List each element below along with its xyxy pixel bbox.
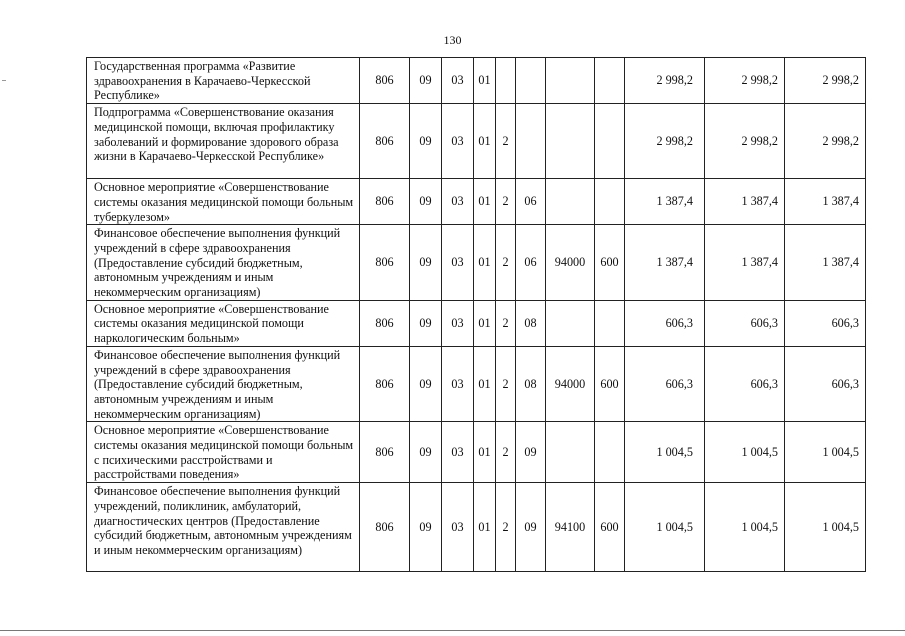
section-code-cell: 09 [410, 483, 442, 572]
row-name-cell: Основное мероприятие «Совершенствование системы оказания медицинской помощи больным с психическими расстройствами и расстройствами поведения» [87, 422, 360, 483]
amount-1-cell: 2 998,2 [625, 104, 705, 179]
amount-3-cell: 2 998,2 [785, 104, 866, 179]
margin-mark [2, 80, 6, 81]
subsection-code-cell: 03 [442, 104, 474, 179]
ministry-code-cell: 806 [360, 346, 410, 422]
section-code-cell: 09 [410, 225, 442, 301]
ministry-code-cell: 806 [360, 58, 410, 104]
table-row [87, 225, 866, 301]
amount-1-cell: 1 004,5 [625, 483, 705, 572]
amount-3-cell: 1 387,4 [785, 225, 866, 301]
amount-2-cell: 606,3 [705, 300, 785, 346]
row-name-cell: Основное мероприятие «Совершенствование системы оказания медицинской помощи наркологическим больным» [87, 300, 360, 346]
ministry-code-cell: 806 [360, 225, 410, 301]
program-code-cell: 01 [474, 300, 496, 346]
subprogram-code-cell: 2 [496, 104, 516, 179]
amount-1-cell: 1 387,4 [625, 225, 705, 301]
table-row [87, 104, 866, 179]
activity-code-cell: 09 [516, 483, 546, 572]
ministry-code-cell: 806 [360, 104, 410, 179]
direction-code-cell: 94000 [546, 346, 595, 422]
direction-code-cell [546, 422, 595, 483]
amount-1-cell: 2 998,2 [625, 58, 705, 104]
subprogram-code-cell [496, 58, 516, 104]
activity-code-cell [516, 58, 546, 104]
amount-2-cell: 1 387,4 [705, 179, 785, 225]
amount-3-cell: 1 004,5 [785, 483, 866, 572]
section-code-cell: 09 [410, 104, 442, 179]
subsection-code-cell: 03 [442, 346, 474, 422]
amount-2-cell: 1 387,4 [705, 225, 785, 301]
amount-2-cell: 606,3 [705, 346, 785, 422]
section-code-cell: 09 [410, 346, 442, 422]
amount-2-cell: 1 004,5 [705, 483, 785, 572]
amount-1-cell: 1 387,4 [625, 179, 705, 225]
amount-3-cell: 606,3 [785, 346, 866, 422]
table-row [87, 483, 866, 572]
activity-code-cell: 06 [516, 179, 546, 225]
ministry-code-cell: 806 [360, 483, 410, 572]
ministry-code-cell: 806 [360, 179, 410, 225]
table-row [87, 300, 866, 346]
subprogram-code-cell: 2 [496, 300, 516, 346]
table-body [87, 58, 866, 572]
direction-code-cell [546, 300, 595, 346]
ministry-code-cell: 806 [360, 422, 410, 483]
program-code-cell: 01 [474, 58, 496, 104]
subsection-code-cell: 03 [442, 179, 474, 225]
direction-code-cell: 94000 [546, 225, 595, 301]
activity-code-cell: 06 [516, 225, 546, 301]
subprogram-code-cell: 2 [496, 422, 516, 483]
page-bottom-edge [0, 630, 905, 631]
expense-type-cell [595, 300, 625, 346]
expense-type-cell: 600 [595, 225, 625, 301]
section-code-cell: 09 [410, 179, 442, 225]
expense-type-cell: 600 [595, 346, 625, 422]
page-number: 130 [443, 33, 462, 47]
direction-code-cell [546, 104, 595, 179]
amount-3-cell: 606,3 [785, 300, 866, 346]
section-code-cell: 09 [410, 58, 442, 104]
amount-3-cell: 2 998,2 [785, 58, 866, 104]
row-name-cell: Финансовое обеспечение выполнения функций учреждений, поликлиник, амбулаторий, диагностических центров (Предоставление субсидий бюджетным, автономным учреждениям и иным некоммерческим организациям) [87, 483, 360, 572]
row-name-cell: Финансовое обеспечение выполнения функций учреждений в сфере здравоохранения (Предоставление субсидий бюджетным, автономным учреждениям и иным некоммерческим организациям) [87, 225, 360, 301]
program-code-cell: 01 [474, 483, 496, 572]
subprogram-code-cell: 2 [496, 179, 516, 225]
subsection-code-cell: 03 [442, 483, 474, 572]
subprogram-code-cell: 2 [496, 225, 516, 301]
direction-code-cell [546, 58, 595, 104]
activity-code-cell: 08 [516, 346, 546, 422]
direction-code-cell: 94100 [546, 483, 595, 572]
subsection-code-cell: 03 [442, 422, 474, 483]
subprogram-code-cell: 2 [496, 346, 516, 422]
program-code-cell: 01 [474, 225, 496, 301]
activity-code-cell [516, 104, 546, 179]
direction-code-cell [546, 179, 595, 225]
ministry-code-cell: 806 [360, 300, 410, 346]
table-row [87, 346, 866, 422]
section-code-cell: 09 [410, 300, 442, 346]
table-row [87, 58, 866, 104]
subprogram-code-cell: 2 [496, 483, 516, 572]
table-row [87, 179, 866, 225]
activity-code-cell: 09 [516, 422, 546, 483]
expense-type-cell: 600 [595, 483, 625, 572]
amount-1-cell: 1 004,5 [625, 422, 705, 483]
amount-3-cell: 1 004,5 [785, 422, 866, 483]
amount-3-cell: 1 387,4 [785, 179, 866, 225]
expense-type-cell [595, 179, 625, 225]
row-name-cell: Финансовое обеспечение выполнения функций учреждений в сфере здравоохранения (Предоставление субсидий бюджетным, автономным учреждениям и иным некоммерческим организациям) [87, 346, 360, 422]
amount-2-cell: 2 998,2 [705, 58, 785, 104]
row-name-cell: Подпрограмма «Совершенствование оказания медицинской помощи, включая профилактику заболеваний и формирование здорового образа жизни в Карачаево-Черкесской Республике» [87, 104, 360, 179]
section-code-cell: 09 [410, 422, 442, 483]
expense-type-cell [595, 104, 625, 179]
program-code-cell: 01 [474, 346, 496, 422]
program-code-cell: 01 [474, 422, 496, 483]
table-row [87, 422, 866, 483]
subsection-code-cell: 03 [442, 58, 474, 104]
amount-2-cell: 2 998,2 [705, 104, 785, 179]
program-code-cell: 01 [474, 104, 496, 179]
amount-2-cell: 1 004,5 [705, 422, 785, 483]
row-name-cell: Основное мероприятие «Совершенствование системы оказания медицинской помощи больным туберкулезом» [87, 179, 360, 225]
expense-type-cell [595, 58, 625, 104]
subsection-code-cell: 03 [442, 225, 474, 301]
expense-type-cell [595, 422, 625, 483]
budget-table [86, 57, 866, 572]
row-name-cell: Государственная программа «Развитие здравоохранения в Карачаево-Черкесской Республике» [87, 58, 360, 104]
activity-code-cell: 08 [516, 300, 546, 346]
amount-1-cell: 606,3 [625, 346, 705, 422]
program-code-cell: 01 [474, 179, 496, 225]
subsection-code-cell: 03 [442, 300, 474, 346]
amount-1-cell: 606,3 [625, 300, 705, 346]
